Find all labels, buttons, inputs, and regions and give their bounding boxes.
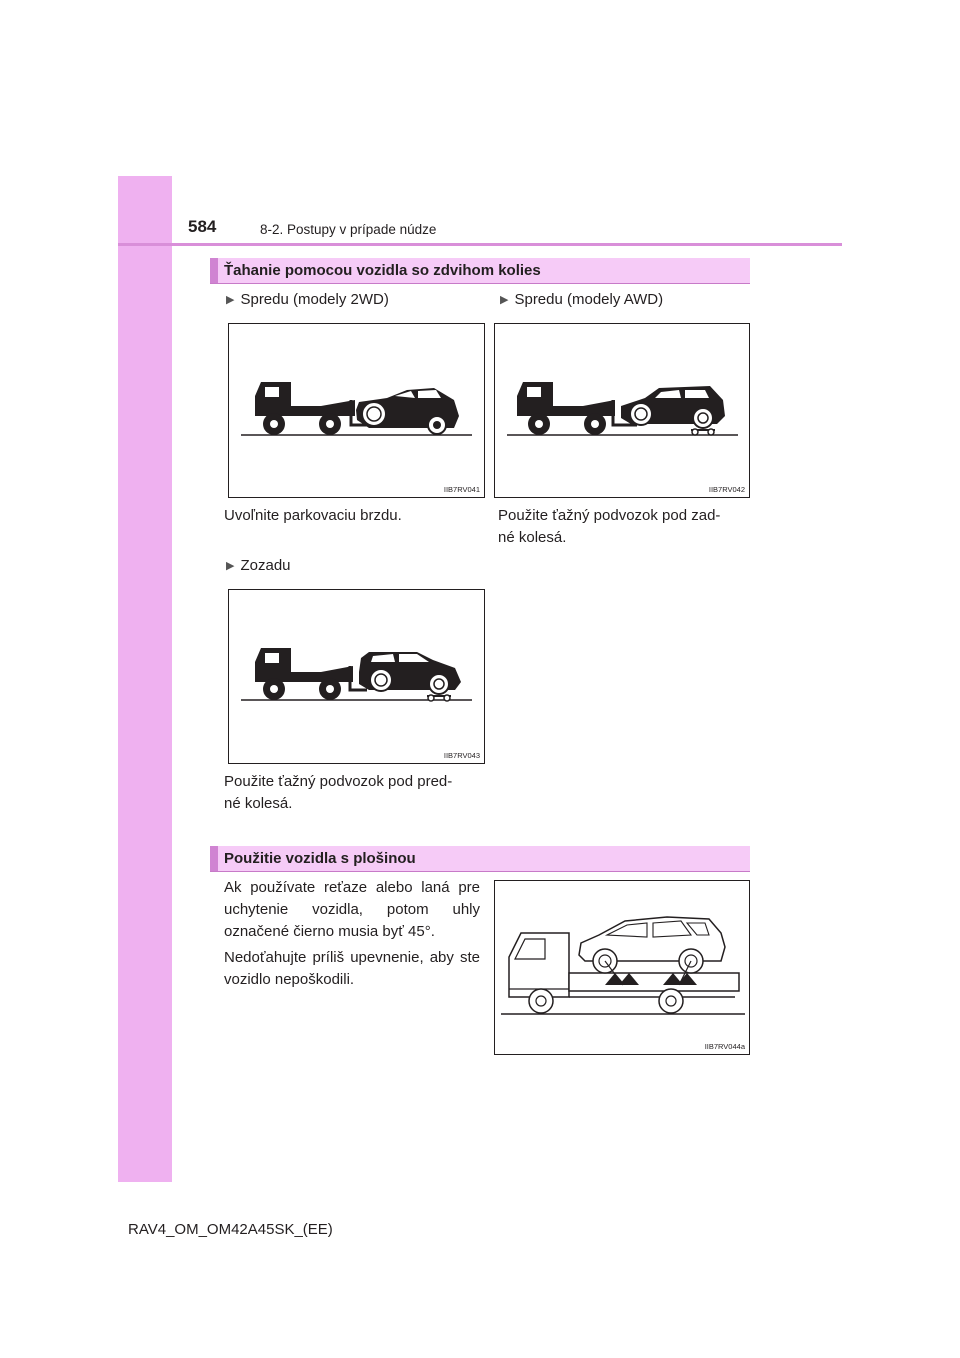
item-front-awd-heading: [500, 291, 663, 308]
tow-truck-rear-illustration: [229, 590, 486, 765]
tow-truck-front-2wd-illustration: [229, 324, 486, 499]
item-rear-heading: [226, 557, 291, 574]
figure-front-2wd: [228, 323, 485, 498]
chapter-title: 8-2. Postupy v prípade núdze: [260, 222, 437, 237]
figure-code: IIB7RV041: [443, 485, 480, 494]
caption-front-awd-line2: né kolesá.: [498, 529, 567, 546]
caption-front-2wd: Uvoľnite parkovaciu brzdu.: [224, 507, 402, 524]
item-label: Spredu (modely AWD): [514, 291, 664, 308]
triangle-bullet-icon: ▶: [226, 294, 235, 306]
item-front-2wd-heading: [226, 291, 389, 308]
tow-truck-front-awd-illustration: [495, 324, 751, 499]
figure-code: IIB7RV044a: [704, 1042, 745, 1051]
figure-rear: [228, 589, 485, 764]
section-heading-wheel-lift: [210, 258, 750, 284]
figure-flatbed: [494, 880, 750, 1055]
page-number: 584: [188, 217, 217, 236]
flatbed-paragraph-2: Nedoťahujte príliš upevnenie, aby ste vozidlo nepoškodili.: [224, 949, 480, 988]
document-code: RAV4_OM_OM42A45SK_(EE): [128, 1221, 333, 1238]
chapter-sidebar-tab: [118, 176, 172, 1182]
figure-front-awd: [494, 323, 750, 498]
caption-rear-line2: né kolesá.: [224, 795, 293, 812]
item-label: Zozadu: [240, 557, 291, 574]
section-title: Použitie vozidla s plošinou: [224, 850, 416, 867]
section-title: Ťahanie pomocou vozidla so zdvihom kolies: [224, 262, 541, 279]
flatbed-paragraph-1: Ak používate reťaze alebo laná pre uchytenie vozidla, potom uhly označené čierno musia byť 45°.: [224, 879, 480, 940]
item-label: Spredu (modely 2WD): [240, 291, 389, 308]
header-rule: [118, 243, 842, 246]
section-heading-flatbed: [210, 846, 750, 872]
caption-front-awd-line1: Použite ťažný podvozok pod zad-: [498, 507, 721, 524]
flatbed-truck-illustration: [495, 881, 751, 1056]
triangle-bullet-icon: ▶: [226, 560, 235, 572]
figure-code: IIB7RV043: [443, 751, 480, 760]
caption-rear-line1: Použite ťažný podvozok pod pred-: [224, 773, 453, 790]
triangle-bullet-icon: ▶: [500, 294, 509, 306]
figure-code: IIB7RV042: [708, 485, 745, 494]
